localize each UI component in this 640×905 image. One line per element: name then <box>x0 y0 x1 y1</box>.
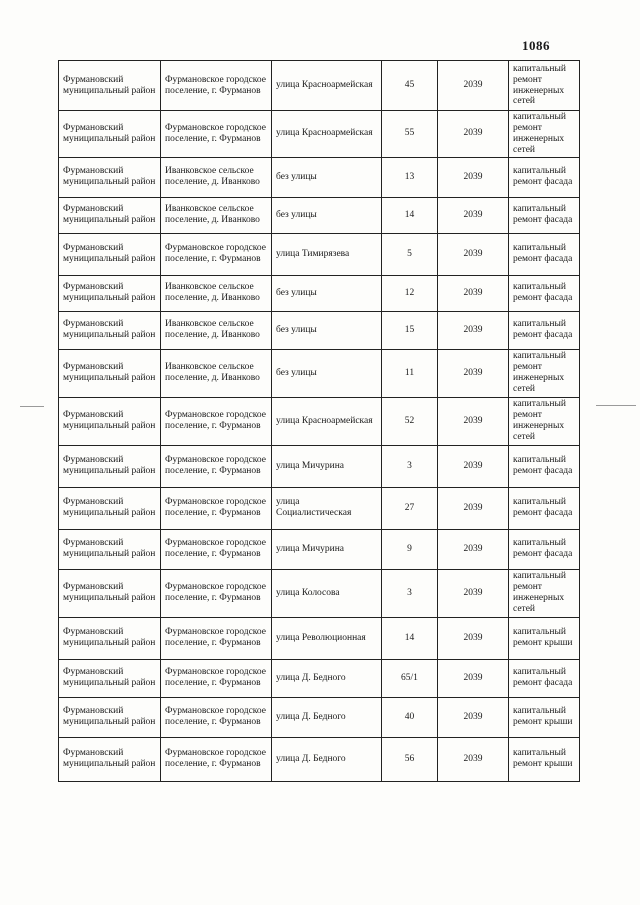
district-cell: Фурмановский муниципальный район <box>59 233 161 275</box>
work-type-cell: капитальный ремонт инженерных сетей <box>509 397 580 445</box>
house-number-cell: 56 <box>382 737 438 781</box>
year-cell: 2039 <box>438 397 509 445</box>
table-row <box>59 397 580 445</box>
work-type-cell: капитальный ремонт инженерных сетей <box>509 111 580 158</box>
work-type-cell: капитальный ремонт фасада <box>509 487 580 529</box>
street-cell: без улицы <box>272 275 382 311</box>
settlement-cell: Фурмановское городское поселение, г. Фурманов <box>161 617 272 659</box>
settlement-cell: Иванковское сельское поселение, д. Иванково <box>161 349 272 397</box>
settlement-cell: Фурмановское городское поселение, г. Фурманов <box>161 445 272 487</box>
district-cell: Фурмановский муниципальный район <box>59 311 161 349</box>
house-number-cell: 45 <box>382 61 438 111</box>
table-row <box>59 529 580 569</box>
street-cell: улица Мичурина <box>272 445 382 487</box>
table-row <box>59 349 580 397</box>
table-row <box>59 311 580 349</box>
work-type-cell: капитальный ремонт крыши <box>509 737 580 781</box>
house-number-cell: 55 <box>382 111 438 158</box>
district-cell: Фурмановский муниципальный район <box>59 349 161 397</box>
street-cell: улица Революционная <box>272 617 382 659</box>
house-number-cell: 27 <box>382 487 438 529</box>
settlement-cell: Фурмановское городское поселение, г. Фурманов <box>161 397 272 445</box>
settlement-cell: Фурмановское городское поселение, г. Фурманов <box>161 697 272 737</box>
house-number-cell: 3 <box>382 445 438 487</box>
street-cell: без улицы <box>272 349 382 397</box>
street-cell: улица Д. Бедного <box>272 659 382 697</box>
district-cell: Фурмановский муниципальный район <box>59 487 161 529</box>
table-row <box>59 61 580 111</box>
street-cell: без улицы <box>272 311 382 349</box>
house-number-cell: 13 <box>382 157 438 197</box>
year-cell: 2039 <box>438 487 509 529</box>
year-cell: 2039 <box>438 445 509 487</box>
table-row <box>59 233 580 275</box>
settlement-cell: Фурмановское городское поселение, г. Фурманов <box>161 569 272 617</box>
house-number-cell: 11 <box>382 349 438 397</box>
work-type-cell: капитальный ремонт инженерных сетей <box>509 61 580 111</box>
work-type-cell: капитальный ремонт крыши <box>509 697 580 737</box>
street-cell: улица Д. Бедного <box>272 737 382 781</box>
settlement-cell: Фурмановское городское поселение, г. Фурманов <box>161 61 272 111</box>
table-row <box>59 445 580 487</box>
year-cell: 2039 <box>438 529 509 569</box>
year-cell: 2039 <box>438 157 509 197</box>
street-cell: улица Красноармейская <box>272 397 382 445</box>
repair-schedule-table <box>58 60 580 782</box>
settlement-cell: Иванковское сельское поселение, д. Иванково <box>161 197 272 233</box>
year-cell: 2039 <box>438 233 509 275</box>
table-row <box>59 659 580 697</box>
settlement-cell: Фурмановское городское поселение, г. Фурманов <box>161 487 272 529</box>
settlement-cell: Фурмановское городское поселение, г. Фурманов <box>161 529 272 569</box>
year-cell: 2039 <box>438 659 509 697</box>
work-type-cell: капитальный ремонт крыши <box>509 617 580 659</box>
settlement-cell: Фурмановское городское поселение, г. Фурманов <box>161 659 272 697</box>
work-type-cell: капитальный ремонт фасада <box>509 197 580 233</box>
settlement-cell: Фурмановское городское поселение, г. Фурманов <box>161 233 272 275</box>
district-cell: Фурмановский муниципальный район <box>59 61 161 111</box>
district-cell: Фурмановский муниципальный район <box>59 659 161 697</box>
work-type-cell: капитальный ремонт инженерных сетей <box>509 569 580 617</box>
year-cell: 2039 <box>438 197 509 233</box>
year-cell: 2039 <box>438 349 509 397</box>
house-number-cell: 5 <box>382 233 438 275</box>
street-cell: без улицы <box>272 157 382 197</box>
house-number-cell: 65/1 <box>382 659 438 697</box>
work-type-cell: капитальный ремонт фасада <box>509 445 580 487</box>
street-cell: улица Красноармейская <box>272 111 382 158</box>
table-row <box>59 275 580 311</box>
work-type-cell: капитальный ремонт фасада <box>509 157 580 197</box>
year-cell: 2039 <box>438 737 509 781</box>
table-row <box>59 487 580 529</box>
work-type-cell: капитальный ремонт фасада <box>509 275 580 311</box>
street-cell: улица Красноармейская <box>272 61 382 111</box>
table-row <box>59 157 580 197</box>
year-cell: 2039 <box>438 111 509 158</box>
year-cell: 2039 <box>438 61 509 111</box>
district-cell: Фурмановский муниципальный район <box>59 445 161 487</box>
district-cell: Фурмановский муниципальный район <box>59 569 161 617</box>
district-cell: Фурмановский муниципальный район <box>59 111 161 158</box>
house-number-cell: 15 <box>382 311 438 349</box>
settlement-cell: Иванковское сельское поселение, д. Иванково <box>161 311 272 349</box>
year-cell: 2039 <box>438 617 509 659</box>
year-cell: 2039 <box>438 569 509 617</box>
year-cell: 2039 <box>438 275 509 311</box>
district-cell: Фурмановский муниципальный район <box>59 737 161 781</box>
district-cell: Фурмановский муниципальный район <box>59 529 161 569</box>
table-body <box>59 61 580 782</box>
table-row <box>59 737 580 781</box>
district-cell: Фурмановский муниципальный район <box>59 617 161 659</box>
year-cell: 2039 <box>438 311 509 349</box>
settlement-cell: Фурмановское городское поселение, г. Фурманов <box>161 737 272 781</box>
settlement-cell: Фурмановское городское поселение, г. Фурманов <box>161 111 272 158</box>
page-number: 1086 <box>522 38 550 53</box>
work-type-cell: капитальный ремонт инженерных сетей <box>509 349 580 397</box>
house-number-cell: 40 <box>382 697 438 737</box>
street-cell: улица Колосова <box>272 569 382 617</box>
settlement-cell: Иванковское сельское поселение, д. Иванково <box>161 157 272 197</box>
year-cell: 2039 <box>438 697 509 737</box>
work-type-cell: капитальный ремонт фасада <box>509 529 580 569</box>
house-number-cell: 14 <box>382 617 438 659</box>
house-number-cell: 3 <box>382 569 438 617</box>
work-type-cell: капитальный ремонт фасада <box>509 659 580 697</box>
table-row <box>59 569 580 617</box>
district-cell: Фурмановский муниципальный район <box>59 397 161 445</box>
street-cell: улица Тимирязева <box>272 233 382 275</box>
house-number-cell: 14 <box>382 197 438 233</box>
house-number-cell: 9 <box>382 529 438 569</box>
district-cell: Фурмановский муниципальный район <box>59 275 161 311</box>
scan-mark-right <box>596 405 636 406</box>
district-cell: Фурмановский муниципальный район <box>59 697 161 737</box>
scan-mark-left <box>20 406 44 407</box>
street-cell: без улицы <box>272 197 382 233</box>
work-type-cell: капитальный ремонт фасада <box>509 233 580 275</box>
table-row <box>59 697 580 737</box>
street-cell: улица Д. Бедного <box>272 697 382 737</box>
settlement-cell: Иванковское сельское поселение, д. Иванково <box>161 275 272 311</box>
work-type-cell: капитальный ремонт фасада <box>509 311 580 349</box>
table-row <box>59 111 580 158</box>
district-cell: Фурмановский муниципальный район <box>59 157 161 197</box>
street-cell: улица Мичурина <box>272 529 382 569</box>
table-row <box>59 197 580 233</box>
table-row <box>59 617 580 659</box>
house-number-cell: 12 <box>382 275 438 311</box>
house-number-cell: 52 <box>382 397 438 445</box>
district-cell: Фурмановский муниципальный район <box>59 197 161 233</box>
street-cell: улица Социалистическая <box>272 487 382 529</box>
